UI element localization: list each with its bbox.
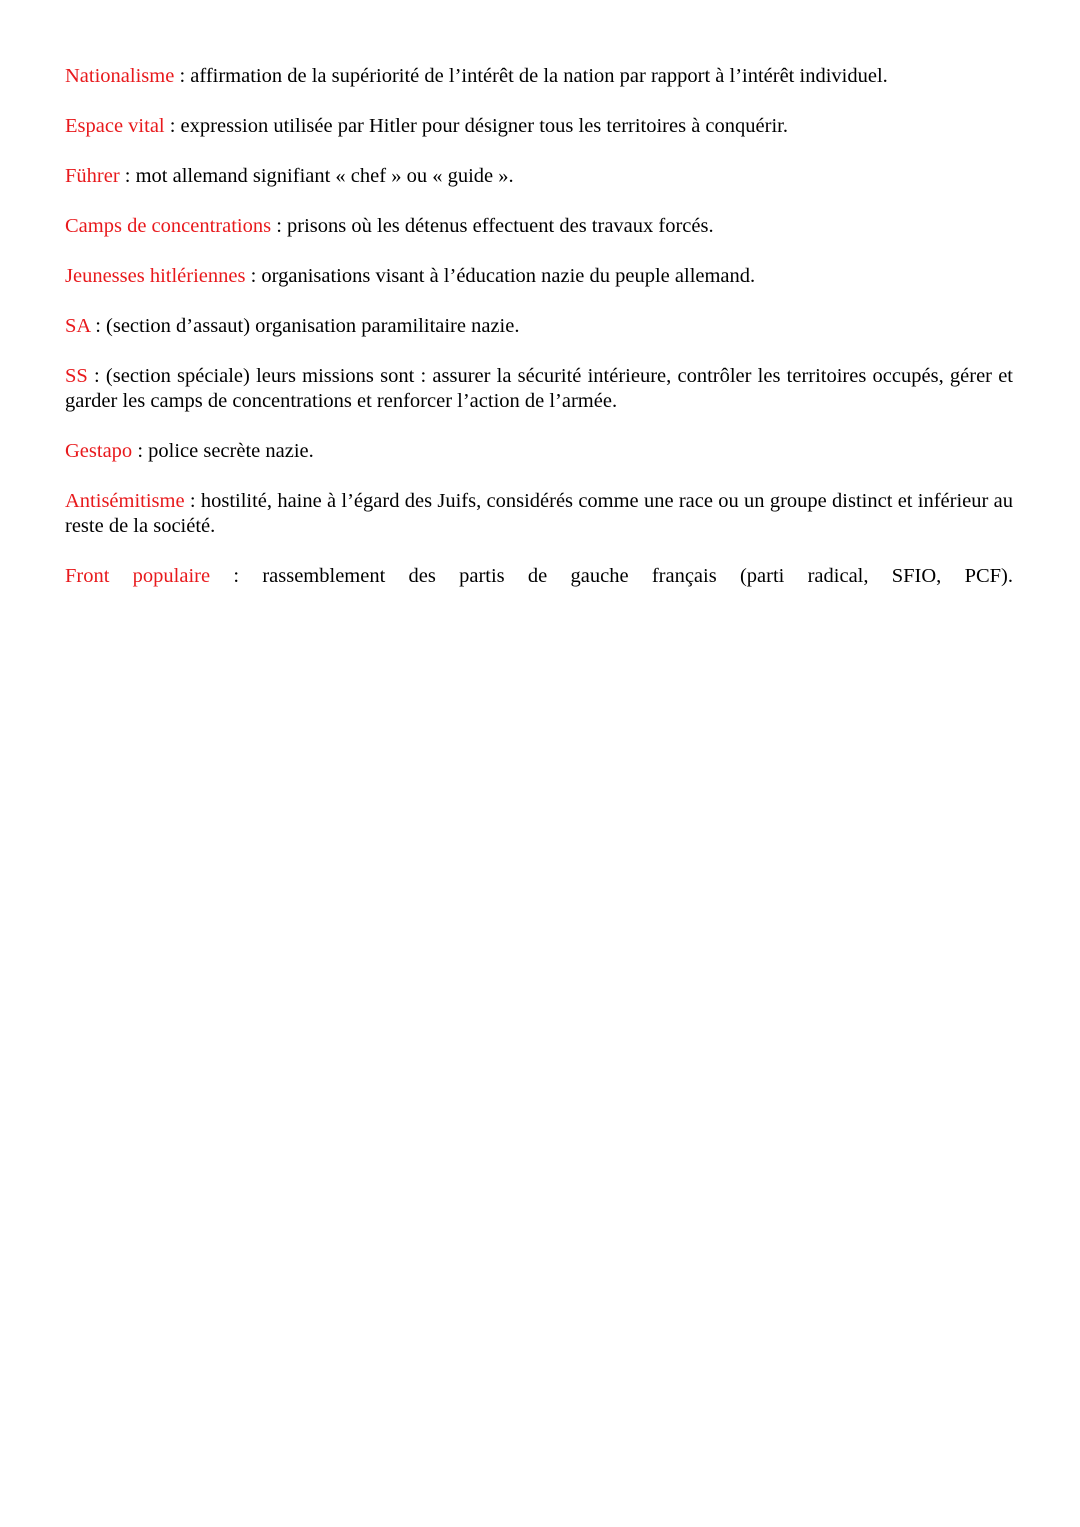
glossary-page — [65, 64, 1013, 614]
glossary-definition: : organisations visant à l’éducation nazie du peuple allemand. — [245, 265, 756, 287]
glossary-term: SS — [65, 365, 88, 387]
glossary-term: Antisémitisme — [65, 490, 185, 512]
glossary-entry-sa — [65, 314, 1013, 339]
glossary-entry-camps — [65, 214, 1013, 239]
glossary-definition: : (section d’assaut) organisation paramilitaire nazie. — [90, 315, 520, 337]
glossary-definition: : affirmation de la supériorité de l’intérêt de la nation par rapport à l’intérêt individuel. — [174, 65, 888, 87]
glossary-definition: : police secrète nazie. — [132, 440, 314, 462]
glossary-definition: : hostilité, haine à l’égard des Juifs, considérés comme une race ou un groupe distinct et inférieur au reste de la société. — [65, 490, 1013, 537]
glossary-definition: : rassemblement des partis de gauche français (parti radical, SFIO, PCF). — [210, 565, 1013, 587]
glossary-entry-antisemitisme — [65, 489, 1013, 539]
glossary-entry-espace-vital — [65, 114, 1013, 139]
glossary-term: Front populaire — [65, 565, 211, 587]
glossary-entry-front-populaire — [65, 564, 1013, 589]
glossary-entry-ss — [65, 364, 1013, 414]
glossary-term: Espace vital — [65, 115, 165, 137]
glossary-definition: : (section spéciale) leurs missions sont : assurer la sécurité intérieure, contrôler les territoires occupés, gérer et garder les camps de concentrations et renforcer l’action de l’armée. — [65, 365, 1013, 412]
glossary-term: Führer — [65, 165, 120, 187]
glossary-definition: : prisons où les détenus effectuent des travaux forcés. — [271, 215, 714, 237]
glossary-term: SA — [65, 315, 91, 337]
glossary-term: Jeunesses hitlériennes — [65, 265, 246, 287]
glossary-entry-jeunesses — [65, 264, 1013, 289]
glossary-entry-fuhrer — [65, 164, 1013, 189]
glossary-term: Nationalisme — [65, 65, 175, 87]
glossary-definition: : expression utilisée par Hitler pour désigner tous les territoires à conquérir. — [164, 115, 788, 137]
glossary-definition: : mot allemand signifiant « chef » ou « guide ». — [119, 165, 514, 187]
glossary-term: Camps de concentrations — [65, 215, 272, 237]
glossary-entry-nationalisme — [65, 64, 1013, 89]
glossary-entry-gestapo — [65, 439, 1013, 464]
glossary-term: Gestapo — [65, 440, 133, 462]
